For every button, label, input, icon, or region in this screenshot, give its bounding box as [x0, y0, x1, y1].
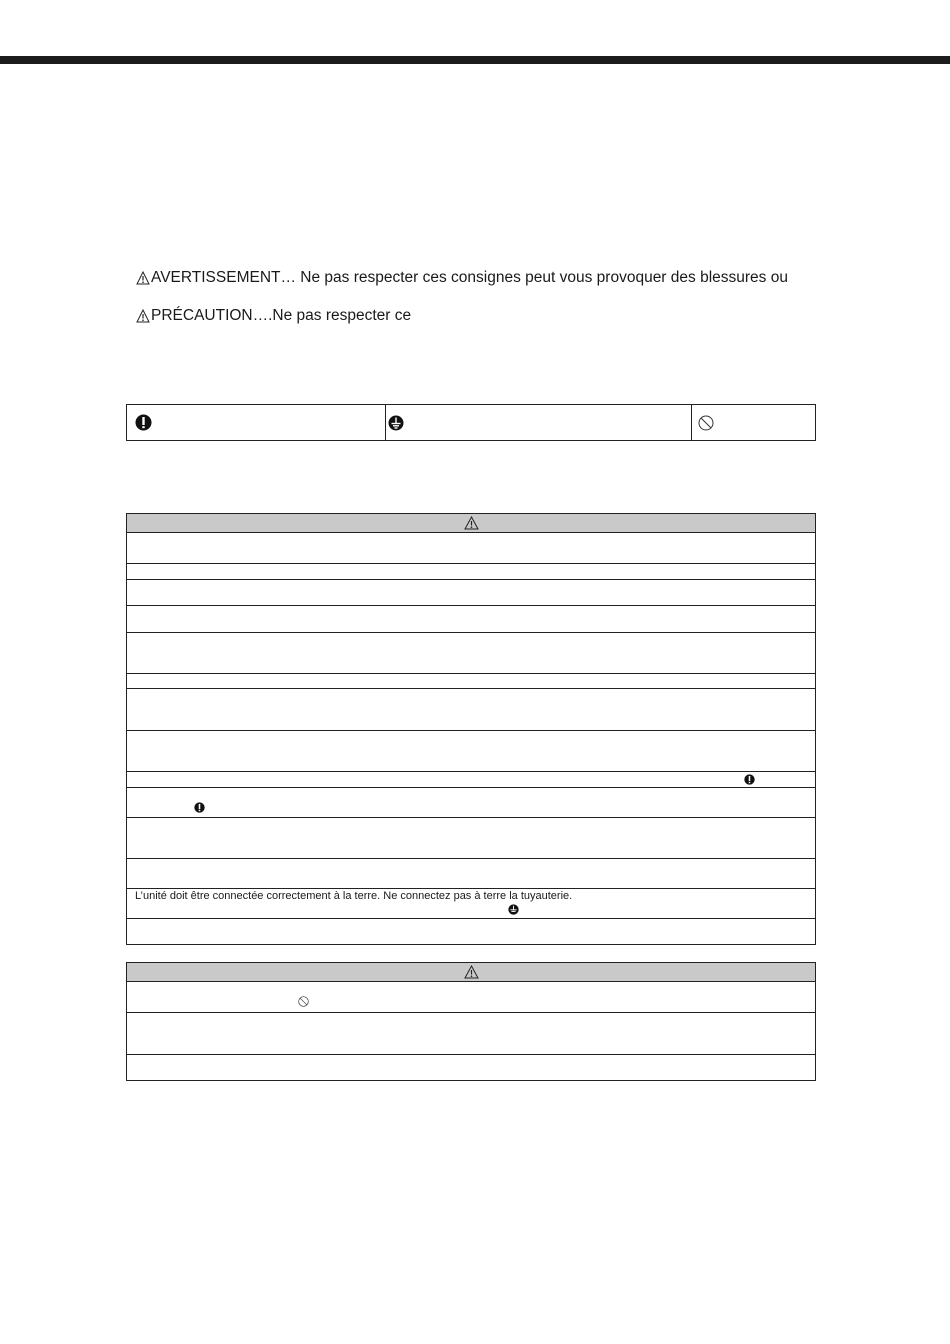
mandatory-action-icon [135, 414, 152, 431]
warning-notice [136, 269, 788, 287]
warning-row [127, 771, 815, 787]
warning-label: AVERTISSEMENT [151, 269, 281, 286]
grounding-instruction: L’unité doit être connectée correctement à la terre. Ne connectez pas à terre la tuyauterie. [135, 890, 573, 902]
warning-triangle-icon [136, 309, 150, 323]
warning-row [127, 918, 815, 944]
caution-text: ….Ne pas respecter ce [252, 307, 412, 324]
caution-table [126, 962, 816, 1081]
warning-triangle-icon [464, 516, 479, 530]
warning-row [127, 730, 815, 771]
caution-row [127, 1054, 815, 1080]
warning-row [127, 533, 815, 563]
warning-row [127, 817, 815, 858]
caution-notice [136, 307, 411, 325]
legend-mandatory [127, 405, 385, 440]
warning-row [127, 579, 815, 605]
warning-row [127, 563, 815, 579]
prohibited-icon [298, 996, 309, 1007]
caution-row [127, 982, 815, 1012]
warning-row [127, 688, 815, 730]
legend-ground [385, 405, 691, 440]
warning-text: … Ne pas respecter ces consignes peut vous provoquer des blessures ou [280, 269, 788, 286]
warning-row [127, 888, 815, 918]
ground-icon [508, 904, 519, 915]
warning-row [127, 787, 815, 817]
ground-icon [388, 415, 404, 431]
warning-row [127, 632, 815, 673]
legend-prohibited [691, 405, 815, 440]
warning-table-header [127, 514, 815, 533]
warning-triangle-icon [464, 965, 479, 979]
warning-row [127, 605, 815, 632]
caution-row [127, 1012, 815, 1054]
top-rule [0, 56, 950, 64]
prohibited-icon [698, 415, 714, 431]
mandatory-action-icon [744, 774, 755, 785]
mandatory-action-icon [194, 802, 205, 813]
warning-table [126, 513, 816, 945]
warning-triangle-icon [136, 271, 150, 285]
symbol-legend-table [126, 404, 816, 441]
warning-row [127, 858, 815, 888]
caution-label: PRÉCAUTION [151, 307, 253, 324]
warning-row [127, 673, 815, 688]
caution-table-header [127, 963, 815, 982]
